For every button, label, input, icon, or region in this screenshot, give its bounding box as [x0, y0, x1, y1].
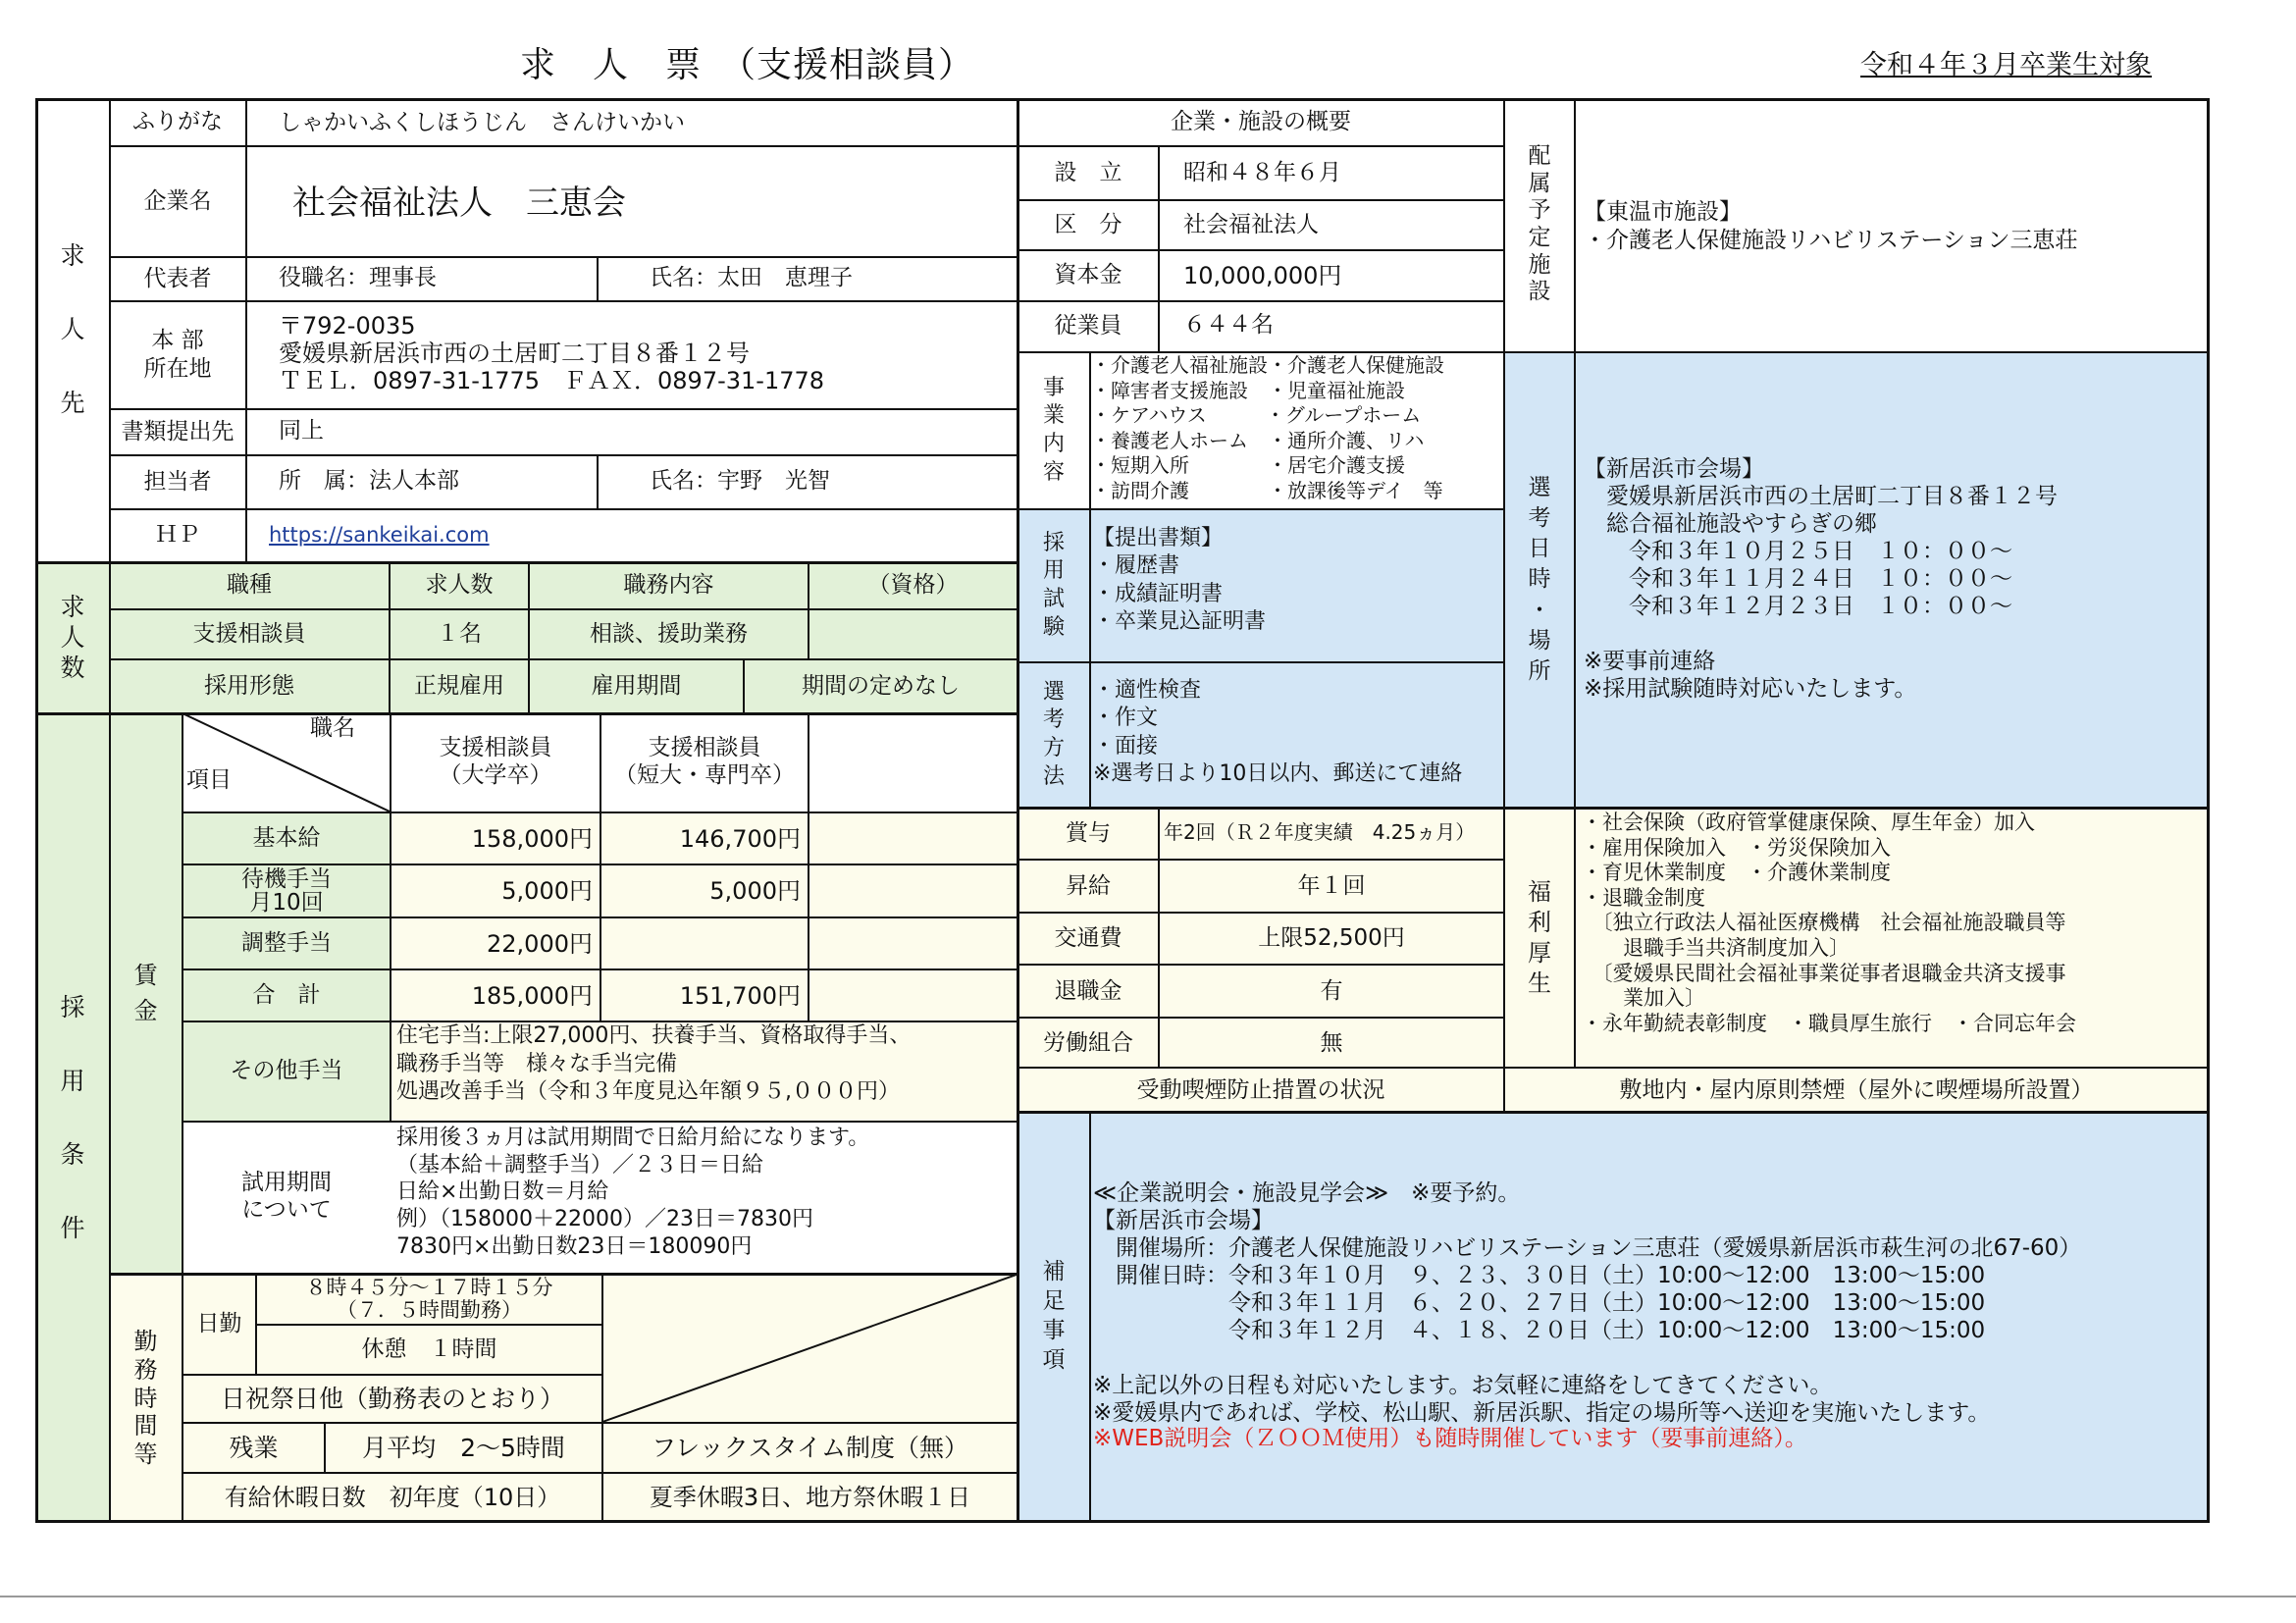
job-qual [809, 610, 1017, 658]
hours-diagonal [602, 1275, 1017, 1422]
bonus-value: 年2回（Ｒ２年度実績 4.25ヵ月） [1164, 820, 1476, 844]
wage-row-college-value: 151,700円 [679, 981, 801, 1010]
wage-row-university-value: 5,000円 [501, 877, 593, 905]
raise-value: 年１回 [1297, 872, 1366, 899]
raise-label: 昇給 [1066, 872, 1111, 899]
furigana-value: しゃかいふくしほうじん さんけいかい [279, 110, 685, 135]
welfare-text: ・社会保険（政府管掌健康保険、厚生年金）加入 ・雇用保険加入 ・労災保険加入 ・育児休業制度 ・介護休業制度 ・退職金制度 〔独立行政法人福祉医療機構 社会福祉施設職員等 退職手当共済制度加入〕 〔愛媛県民間社会福祉事業従事者退職金共済支援事 業加入〕 ・永年勤続表彰制度 ・職員厚生旅行 ・合同忘年会 [1582, 811, 2076, 1035]
day-shift-time: ８時４５分～１７時１５分 （７．５時間勤務） [305, 1275, 553, 1322]
doc-dest-value: 同上 [279, 418, 324, 444]
rep-label: 代表者 [143, 265, 212, 291]
target-graduates: 令和４年３月卒業生対象 [1860, 50, 2152, 80]
established-label: 設 立 [1054, 159, 1122, 185]
wage-row-label: 合 計 [252, 982, 321, 1009]
wage-row-college-value [601, 918, 801, 969]
employment-period: 期間の定めなし [802, 672, 960, 699]
trial-period-text: 採用後３ヵ月は試用期間で日給月給になります。 （基本給＋調整手当）／２３日＝日給 日給×出勤日数＝月給 例）（158000＋22000）／23日＝7830円 7830円×出勤日数23日＝180090円 [396, 1126, 870, 1259]
type-value: 社会福祉法人 [1183, 212, 1319, 237]
wage-row-label: 待機手当 月10回 [241, 865, 332, 916]
section-kyujinsu: 求 人 数 [60, 592, 85, 683]
bonus-label: 賞与 [1066, 820, 1111, 847]
exam-docs-label: 採 用 試 験 [1042, 530, 1065, 640]
summer-leave: 夏季休暇3日、地方祭休暇１日 [649, 1484, 971, 1511]
exam-docs: 【提出書類】 ・履歴書 ・成績証明書 ・卒業見込証明書 [1093, 526, 1267, 635]
contact-name: 氏名：宇野 光智 [650, 468, 830, 494]
hq-address: 〒792-0035 愛媛県新居浜市西の土居町二丁目８番１２号 ＴＥＬ．0897-31-1775 ＦＡＸ．0897-31-1778 [279, 312, 825, 395]
type-label: 区 分 [1054, 211, 1122, 237]
wage-col-college: 支援相談員 （短大・専門卒） [614, 735, 795, 788]
capital-label: 資本金 [1054, 262, 1122, 288]
break-time: 休憩 １時間 [361, 1336, 497, 1363]
company-name-label: 企業名 [143, 187, 212, 214]
exam-schedule-label: 選 考 日 時 ・ 場 所 [1528, 475, 1551, 684]
other-allowance-text: 住宅手当:上限27,000円、扶養手当、資格取得手当、 職務手当等 様々な手当完備 処遇改善手当（令和３年度見込年額９５,０００円） [396, 1023, 912, 1105]
wage-row-university-value: 158,000円 [471, 824, 593, 853]
employees-value: ６４４名 [1183, 312, 1274, 338]
wage-diag-bottom: 項目 [186, 767, 232, 793]
company-name: 社会福祉法人 三恵会 [292, 183, 626, 223]
exam-method: ・適性検査 ・作文 ・面接 ※選考日より10日以内、郵送にて連絡 [1093, 678, 1463, 787]
section-kyujinsaki: 求 人 先 [60, 241, 85, 418]
flex-time: フレックスタイム制度（無） [651, 1433, 968, 1462]
overtime-value: 月平均 2～5時間 [362, 1433, 565, 1462]
paid-leave: 有給休暇日数 初年度（10日） [224, 1484, 561, 1511]
overview-heading: 企業・施設の概要 [1171, 108, 1351, 134]
business-list: ・介護老人福祉施設・介護老人保健施設 ・障害者支援施設 ・児童福祉施設 ・ケアハウス ・グループホーム ・養護老人ホーム ・通所介護、リハ ・短期入所 ・居宅介護支援 ・訪問介護 ・放課後等デイ 等 [1091, 353, 1444, 502]
hours-label: 勤 務 時 間 等 [133, 1328, 158, 1469]
contact-label: 担当者 [143, 468, 212, 495]
capital-value: 10,000,000円 [1183, 262, 1342, 289]
wage-row-university-value: 185,000円 [471, 981, 593, 1010]
hq-label: 本 部 所在地 [143, 327, 212, 382]
holidays: 日祝祭日他（勤務表のとおり） [220, 1384, 564, 1413]
jobs-header-count: 求人数 [425, 572, 494, 599]
notes-web-seminar: ※WEB説明会（ＺＯＯＭ使用）も随時開催しています（要事前連絡）。 [1093, 1426, 1807, 1451]
section-saiyojoken: 採 用 条 件 [60, 992, 85, 1242]
wage-diag-top: 職名 [310, 715, 355, 741]
page-title: 求 人 票 （支援相談員） [520, 45, 975, 85]
jobs-header-type: 職種 [227, 572, 272, 599]
wage-row-label: 調整手当 [241, 930, 332, 957]
wage-row-university-value: 22,000円 [487, 929, 593, 958]
placement-text: 【東温市施設】 ・介護老人保健施設リハビリステーション三恵荘 [1584, 199, 2078, 253]
union-label: 労働組合 [1043, 1029, 1133, 1056]
furigana-label: ふりがな [132, 108, 223, 134]
employment-form-label: 採用形態 [204, 672, 294, 699]
exam-schedule: 【新居浜市会場】 愛媛県新居浜市西の土居町二丁目８番１２号 総合福祉施設やすらぎの郷 令和３年１０月２５日 １０：００～ 令和３年１１月２４日 １０：００～ 令和３年１２月２３日 １０：００～ ※要事前連絡 ※採用試験随時対応いたします。 [1584, 456, 2058, 703]
page-bottom-rule [0, 1596, 2296, 1597]
business-label: 事 業 内 容 [1042, 375, 1065, 485]
rep-name: 氏名：太田 恵理子 [650, 265, 853, 290]
placement-label: 配 属 予 定 施 設 [1528, 143, 1551, 305]
rep-title: 役職名：理事長 [279, 265, 437, 290]
homepage-link[interactable]: https://sankeikai.com [269, 523, 490, 547]
trial-period-label: 試用期間 について [241, 1170, 332, 1223]
jobs-header-qual: （資格） [867, 572, 959, 599]
smoking-value: 敷地内・屋内原則禁煙（屋外に喫煙場所設置） [1619, 1076, 2094, 1103]
overtime-label: 残業 [229, 1433, 279, 1462]
jobs-header-content: 職務内容 [623, 572, 714, 599]
contact-dept: 所 属：法人本部 [279, 468, 459, 494]
smoking-label: 受動喫煙防止措置の状況 [1136, 1076, 1385, 1103]
wage-label: 賃 金 [133, 962, 158, 1024]
wage-row-college-value: 5,000円 [709, 877, 801, 905]
hp-label: ＨＰ [155, 522, 200, 549]
wage-row-label: 基本給 [252, 825, 321, 852]
wage-row-college-value: 146,700円 [679, 824, 801, 853]
employees-label: 従業員 [1054, 313, 1122, 340]
day-shift-label: 日勤 [196, 1311, 242, 1337]
exam-method-label: 選 考 方 法 [1042, 679, 1065, 789]
job-count: １名 [437, 621, 482, 648]
employment-period-label: 雇用期間 [591, 672, 682, 699]
welfare-label: 福 利 厚 生 [1528, 877, 1551, 998]
union-value: 無 [1320, 1029, 1343, 1056]
retirement-value: 有 [1320, 977, 1343, 1004]
transport-value: 上限52,500円 [1258, 925, 1405, 952]
established-value: 昭和４８年６月 [1183, 160, 1341, 185]
other-allowance-label: その他手当 [230, 1058, 343, 1084]
wage-header-diagonal [183, 713, 390, 812]
retirement-label: 退職金 [1054, 977, 1122, 1004]
transport-label: 交通費 [1054, 925, 1122, 952]
doc-dest-label: 書類提出先 [121, 418, 235, 445]
wage-col-university: 支援相談員 （大学卒） [439, 735, 552, 788]
job-content: 相談、援助業務 [590, 621, 748, 648]
employment-form: 正規雇用 [414, 672, 504, 699]
notes-text: ≪企業説明会・施設見学会≫ ※要予約。 【新居浜市会場】 開催場所：介護老人保健施設リハビリステーション三恵荘（愛媛県新居浜市萩生河の北67-60） 開催日時：令和３年１０月 ９、２３、３０日（土）10:00～12:00 13:00～15:00 令和３年１１月 ６、２０、２７日（土）10:00～12:00 13:00～15:00 令和３年１２月 ４、１８、２０日（土）10:00～12:00 13:00～15:00 ※上記以外の日程も対応いたします。お気軽に連絡をしてきてください。 ※愛媛県内であれば、学校、松山駅、新居浜駅、指定の場所等へ送迎を実施いたします。 [1093, 1180, 2082, 1427]
notes-label: 補 足 事 項 [1042, 1259, 1066, 1373]
job-title: 支援相談員 [192, 621, 306, 648]
